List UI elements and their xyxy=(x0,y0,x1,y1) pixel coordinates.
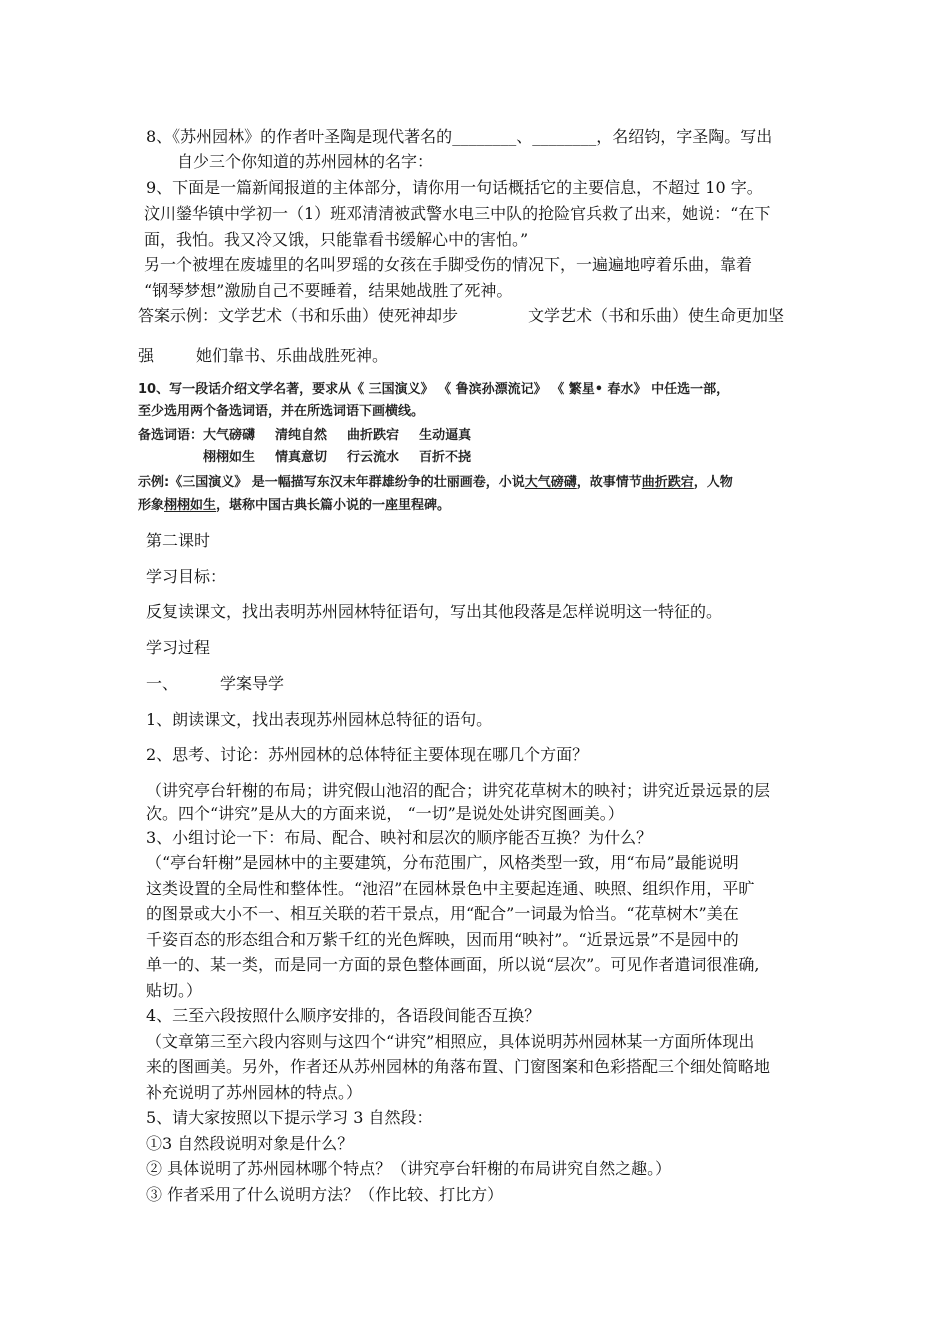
q10-words-row1 xyxy=(138,427,471,445)
item-1: 1、朗读课文，找出表现苏州园林总特征的语句。 xyxy=(146,710,493,729)
q10-example-mid: ，故事情节 xyxy=(576,475,642,490)
q9-prompt: 9、下面是一篇新闻报道的主体部分，请你用一句话概括它的主要信息，不超过 10 字。 xyxy=(146,178,763,197)
q10-word: 百折不挠 xyxy=(419,450,472,465)
q10-example-line1 xyxy=(138,474,733,492)
q10-word: 曲折跌宕 xyxy=(347,428,400,443)
item-3: 3、小组讨论一下：布局、配合、映衬和层次的顺序能否互换？为什么？ xyxy=(146,828,653,847)
process-heading: 学习过程 xyxy=(146,638,211,657)
item-4-answer-line2: 来的图画美。另外，作者还从苏州园林的角落布置、门窗图案和色彩搭配三个细处简略地 xyxy=(146,1057,771,1076)
q8-line2: 自少三个你知道的苏州园林的名字： xyxy=(177,152,434,171)
q9-answer-line2 xyxy=(138,345,388,367)
q10-word: 栩栩如生 xyxy=(203,450,256,465)
q8-blank-2: ________ xyxy=(532,127,597,146)
item-4: 4、三至六段按照什么顺序安排的，各语段间能否互换？ xyxy=(146,1006,541,1025)
q10-underlined-word: 曲折跌宕 xyxy=(641,475,694,490)
q10-words-label: 备选词语： xyxy=(138,428,204,443)
item-3-answer-line3: 的图景或大小不一、相互关联的若干景点，用“配合”一词最为恰当。“花草树木”美在 xyxy=(146,904,739,923)
q9-passage2-line2: “钢琴梦想”激励自己不要睡着，结果她战胜了死神。 xyxy=(144,281,513,300)
q10-line2: 至少选用两个备选词语，并在所选词语下画横线。 xyxy=(138,404,425,419)
item-3-answer-line6: 贴切。） xyxy=(146,981,203,1000)
q10-underlined-word: 栩栩如生 xyxy=(164,498,217,513)
section1-heading xyxy=(146,673,284,695)
q10-word: 生动逼真 xyxy=(419,428,472,443)
q10-word: 大气磅礴 xyxy=(203,428,256,443)
item-3-answer-line5: 单一的、某一类，而是同一方面的景色整体画面，所以说“层次”。可见作者遣词很准确, xyxy=(146,955,760,974)
goal-text: 反复读课文，找出表明苏州园林特征语句，写出其他段落是怎样说明这一特征的。 xyxy=(146,602,723,621)
item-5: 5、请大家按照以下提示学习 3 自然段： xyxy=(146,1108,433,1127)
q8-blank-1: ________ xyxy=(452,127,517,146)
section1-title: 学案导学 xyxy=(220,674,285,693)
q9-answer-b: 文学艺术（书和乐曲）使生命更加坚 xyxy=(528,306,785,325)
q10-word: 情真意切 xyxy=(275,450,328,465)
item-4-answer-line1: （文章第三至六段内容则与这四个“讲究”相照应，具体说明苏州园林某一方面所体现出 xyxy=(146,1032,755,1051)
q8-line1 xyxy=(146,126,772,148)
goal-label: 学习目标： xyxy=(146,567,227,586)
q8-text-pre: 8、《苏州园林》的作者叶圣陶是现代著名的 xyxy=(146,127,453,146)
q9-passage1-line2: 面，我怕。我又冷又饿，只能靠看书缓解心中的害怕。” xyxy=(144,230,529,249)
item-5-sub-2: ② 具体说明了苏州园林哪个特点？（讲究亭台轩榭的布局讲究自然之趣。） xyxy=(146,1159,672,1178)
q9-passage1-line1: 汶川鎣华镇中学初一（1）班邓清清被武警水电三中队的抢险官兵救了出来，她说：“在下 xyxy=(144,204,771,223)
item-3-answer-line2: 这类设置的全局性和整体性。“池沼”在园林景色中主要起连通、映照、组织作用，平旷 xyxy=(146,879,755,898)
item-2-answer-line2: 次。四个“讲究”是从大的方面来说， “一切”是说处处讲究图画美。） xyxy=(146,804,624,823)
q9-answer-d: 她们靠书、乐曲战胜死神。 xyxy=(196,346,389,365)
lesson-title: 第二课时 xyxy=(146,531,211,550)
item-4-answer-line3: 补充说明了苏州园林的特点。） xyxy=(146,1083,363,1102)
item-2: 2、思考、讨论：苏州园林的总体特征主要体现在哪几个方面？ xyxy=(146,745,589,764)
item-3-answer-line4: 千姿百态的形态组合和万紫千红的光色辉映，因而用“映衬”。“近景远景”不是园中的 xyxy=(146,930,739,949)
q10-word: 行云流水 xyxy=(347,450,400,465)
q8-sep: 、 xyxy=(516,127,533,146)
q10-words-row2 xyxy=(203,449,471,467)
q10-example2-pre: 形象 xyxy=(138,498,165,513)
section1-number: 一、 xyxy=(146,674,179,693)
q10-example-pre: 示例:《三国演义》 是一幅描写东汉末年群雄纷争的壮丽画卷，小说 xyxy=(138,475,525,490)
q9-answer-line1 xyxy=(138,305,784,327)
q10-example-post: ，人物 xyxy=(693,475,733,490)
q9-passage2-line1: 另一个被埋在废墟里的名叫罗瑶的女孩在手脚受伤的情况下，一遍遍地哼着乐曲，靠着 xyxy=(144,255,753,274)
q10-example-line2 xyxy=(138,497,450,515)
q10-word: 清纯自然 xyxy=(275,428,328,443)
q10-example2-post: ，堪称中国古典长篇小说的一座里程碑。 xyxy=(216,498,451,513)
item-5-sub-3: ③ 作者采用了什么说明方法？（作比较、打比方） xyxy=(146,1185,504,1204)
item-3-answer-line1: （“亭台轩榭”是园林中的主要建筑，分布范围广，风格类型一致，用“布局”最能说明 xyxy=(146,853,739,872)
item-2-answer-line1: （讲究亭台轩榭的布局；讲究假山池沼的配合；讲究花草树木的映衬；讲究近景远景的层 xyxy=(146,781,771,800)
q10-line1: 10、写一段话介绍文学名著，要求从《 三国演义》 《 鲁滨孙漂流记》 《 繁星• 春水》 中任选一部， xyxy=(138,382,730,397)
item-5-sub-1: ①3 自然段说明对象是什么？ xyxy=(146,1134,354,1153)
q9-answer-c: 强 xyxy=(138,346,155,365)
q10-underlined-word: 大气磅礴 xyxy=(524,475,577,490)
q8-text-post: ，名绍钧，字圣陶。写出 xyxy=(596,127,773,146)
q9-answer-a: 答案示例：文学艺术（书和乐曲）使死神却步 xyxy=(138,306,459,325)
